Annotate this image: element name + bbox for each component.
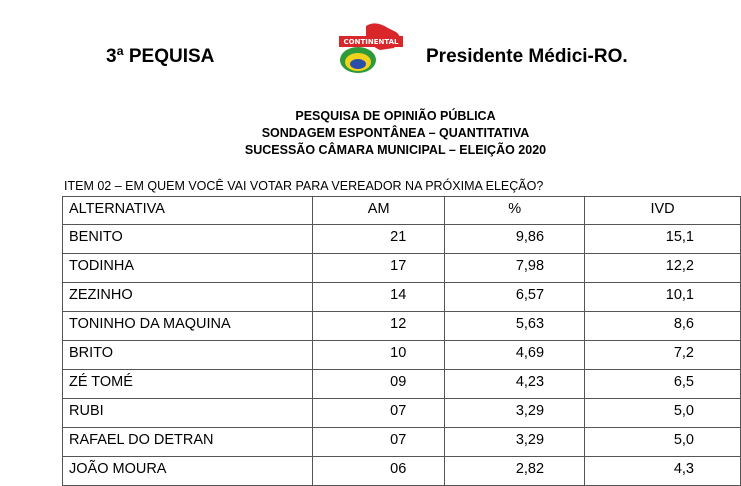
cell-am: 17 [313,254,445,283]
table-row [63,312,741,341]
cell-alternativa: RAFAEL DO DETRAN [63,428,313,457]
cell-percent: 4,23 [445,370,585,399]
cell-percent: 6,57 [445,283,585,312]
cell-ivd: 8,6 [585,312,741,341]
cell-am: 14 [313,283,445,312]
results-table [62,196,741,486]
table-row [63,428,741,457]
cell-percent: 5,63 [445,312,585,341]
cell-percent: 7,98 [445,254,585,283]
survey-number: 3ª PEQUISA [106,46,215,67]
cell-am: 07 [313,428,445,457]
cell-alternativa: JOÃO MOURA [63,457,313,486]
column-header-am: AM [313,197,445,225]
cell-alternativa: ZEZINHO [63,283,313,312]
cell-percent: 4,69 [445,341,585,370]
table-row [63,341,741,370]
title-line-1: PESQUISA DE OPINIÃO PÚBLICA [295,109,496,123]
cell-alternativa: BENITO [63,225,313,254]
continental-logo [336,22,406,76]
cell-alternativa: RUBI [63,399,313,428]
cell-alternativa: BRITO [63,341,313,370]
cell-percent: 3,29 [445,399,585,428]
cell-am: 21 [313,225,445,254]
table-row [63,370,741,399]
cell-ivd: 4,3 [585,457,741,486]
cell-ivd: 7,2 [585,341,741,370]
title-line-2: SONDAGEM ESPONTÂNEA – QUANTITATIVA [261,126,530,140]
cell-ivd: 5,0 [585,399,741,428]
cell-am: 12 [313,312,445,341]
column-header-percent: % [445,197,585,225]
cell-am: 06 [313,457,445,486]
location-title: Presidente Médici-RO. [426,46,628,67]
cell-am: 09 [313,370,445,399]
logo-wordmark: CONTINENTAL [343,38,399,46]
cell-ivd: 10,1 [585,283,741,312]
table-row [63,283,741,312]
cell-ivd: 6,5 [585,370,741,399]
table-row [63,457,741,486]
cell-percent: 3,29 [445,428,585,457]
table-header-row [63,197,741,225]
cell-am: 07 [313,399,445,428]
report-titles [0,108,741,159]
question-text: ITEM 02 – EM QUEM VOCÊ VAI VOTAR PARA VEREADOR NA PRÓXIMA ELEÇÃO? [64,179,544,193]
cell-alternativa: TODINHA [63,254,313,283]
cell-ivd: 12,2 [585,254,741,283]
title-line-3: SUCESSÃO CÂMARA MUNICIPAL – ELEIÇÃO 2020 [244,143,547,157]
cell-percent: 2,82 [445,457,585,486]
table-row [63,399,741,428]
column-header-alternativa: ALTERNATIVA [63,197,313,225]
cell-ivd: 5,0 [585,428,741,457]
cell-am: 10 [313,341,445,370]
cell-percent: 9,86 [445,225,585,254]
table-row [63,254,741,283]
column-header-ivd: IVD [585,197,741,225]
cell-alternativa: ZÉ TOMÉ [63,370,313,399]
cell-alternativa: TONINHO DA MAQUINA [63,312,313,341]
table-row [63,225,741,254]
cell-ivd: 15,1 [585,225,741,254]
